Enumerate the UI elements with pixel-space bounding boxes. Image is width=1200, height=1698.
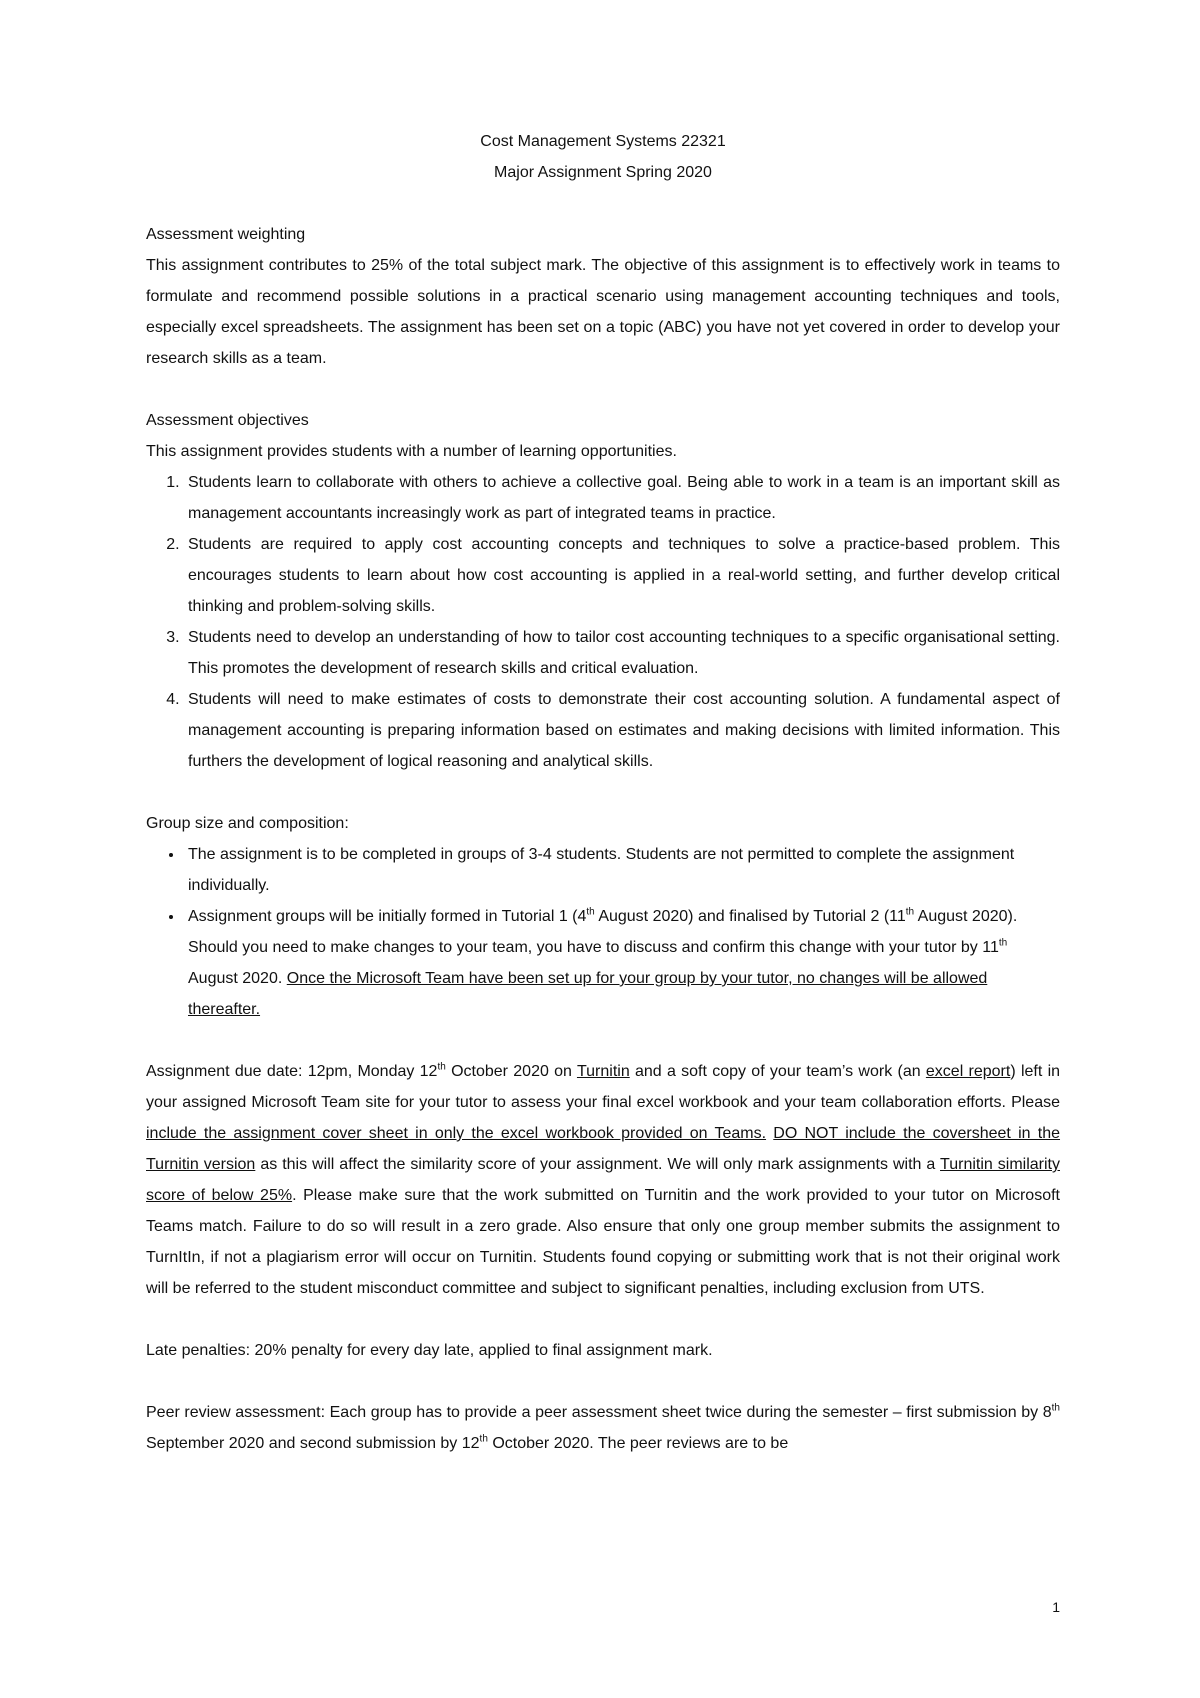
underlined-text: DO NOT include the coversheet in the Turnitin version <box>146 1125 1061 1173</box>
document-title: Cost Management Systems 22321 <box>480 133 726 150</box>
objective-item: 1. Students learn to collaborate with others to achieve a collective goal. Being able to work in a team is an important skill as management accountants increasingly work as part of integrated teams in practice. <box>184 467 1060 529</box>
underlined-text: Turnitin similarity score of below 25% <box>146 1156 1060 1204</box>
turnitin-link[interactable]: Turnitin <box>576 1063 630 1080</box>
superscript: th <box>479 1433 488 1445</box>
group-heading: Group size and composition: <box>146 815 349 832</box>
text-run: Assignment groups will be initially formed in Tutorial 1 (4 <box>188 908 587 925</box>
text-run: Peer review assessment: Each group has to provide a peer assessment sheet twice during the semester – first submission by 8 <box>146 1404 1052 1421</box>
objective-item: 3. Students need to develop an understanding of how to tailor cost accounting techniques to a specific organisational setting. This promotes the development of research skills and critical evaluation. <box>184 622 1060 684</box>
underlined-text: include the assignment cover sheet in only the excel workbook provided on Teams. <box>146 1125 767 1142</box>
superscript: th <box>437 1061 446 1073</box>
text-run: September 2020 and second submission by 12 <box>146 1435 480 1452</box>
text-run: and a soft copy of your team’s work (an <box>629 1063 926 1080</box>
objective-item: 4. Students will need to make estimates of costs to demonstrate their cost accounting solution. A fundamental aspect of management accounting is preparing information based on estimates and making decisions with limited information. This furthers the development of logical reasoning and analytical skills. <box>184 684 1060 777</box>
page-number: 1 <box>1052 1599 1060 1615</box>
superscript: th <box>905 906 915 918</box>
due-date-paragraph <box>146 1056 1060 1304</box>
objectives-list <box>146 467 1060 777</box>
group-bullet <box>184 901 1060 1025</box>
spacer <box>146 1025 1060 1056</box>
late-penalties: Late penalties: 20% penalty for every day late, applied to final assignment mark. <box>146 1342 713 1359</box>
weighting-heading: Assessment weighting <box>146 226 306 243</box>
superscript: th <box>586 906 595 918</box>
text-run: as this will affect the similarity score of your assignment. We will only mark assignments with a <box>255 1156 941 1173</box>
text-run: Assignment due date: 12pm, Monday 12 <box>146 1063 438 1080</box>
objectives-heading: Assessment objectives <box>146 412 309 429</box>
objective-item: 2. Students are required to apply cost accounting concepts and techniques to solve a practice-based problem. This encourages students to learn about how cost accounting is applied in a real-world setting, and further develop critical thinking and problem-solving skills. <box>184 529 1060 622</box>
text-run: October 2020. The peer reviews are to be <box>487 1435 789 1452</box>
spacer <box>146 1304 1060 1335</box>
underlined-text: Once the Microsoft Team have been set up for your group by your tutor, no changes will be allowed thereafter. <box>188 970 988 1018</box>
document-subtitle: Major Assignment Spring 2020 <box>494 164 712 181</box>
group-bullets <box>146 839 1060 1025</box>
spacer <box>146 374 1060 405</box>
superscript: th <box>998 937 1008 949</box>
text-run: August 2020). Should you need to make changes to your team, you have to discuss and confirm this change with your tutor by 11 <box>188 908 1018 956</box>
objectives-intro: This assignment provides students with a number of learning opportunities. <box>146 443 677 460</box>
spacer <box>146 188 1060 219</box>
weighting-text: This assignment contributes to 25% of the total subject mark. The objective of this assignment is to effectively work in teams to formulate and recommend possible solutions in a practical scenario using management accounting techniques and tools, especially excel spreadsheets. The assignment has been set on a topic (ABC) you have not yet covered in order to develop your research skills as a team. <box>146 257 1060 367</box>
text-run: . Please make sure that the work submitted on Turnitin and the work provided to your tutor on Microsoft Teams match. Failure to do so will result in a zero grade. Also ensure that only one group member submits the assignment to TurnItIn, if not a plagiarism error will occur on Turnitin. Students found copying or submitting work that is not their original work will be referred to the student misconduct committee and subject to significant penalties, including exclusion from UTS. <box>146 1187 1060 1297</box>
spacer <box>146 777 1060 808</box>
text-run: August 2020) and finalised by Tutorial 2 (11 <box>594 908 906 925</box>
spacer <box>146 1366 1060 1397</box>
excel-report-link[interactable]: excel report <box>925 1063 1011 1080</box>
group-bullet: • The assignment is to be completed in groups of 3-4 students. Students are not permitted to complete the assignment individually. <box>184 839 1060 901</box>
text-run: ) left in your assigned Microsoft Team site for your tutor to assess your final excel workbook and your team collaboration efforts. Please <box>146 1063 1061 1111</box>
document-page <box>146 126 1060 1459</box>
peer-review-paragraph <box>146 1397 1060 1459</box>
superscript: th <box>1051 1402 1060 1414</box>
text-run: October 2020 on <box>445 1063 577 1080</box>
text-run: August 2020. <box>188 970 287 987</box>
